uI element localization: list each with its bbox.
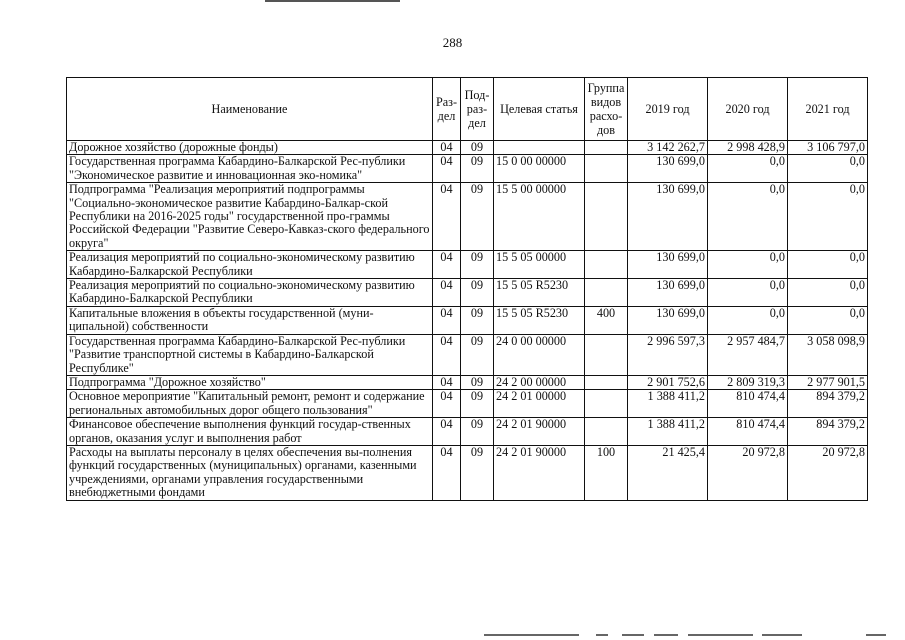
cell-section: 04 [433,183,461,251]
cell-subsection: 09 [461,155,494,183]
cell-group [585,251,628,279]
cell-group [585,334,628,375]
cell-group [585,183,628,251]
cell-name: Государственная программа Кабардино-Балкарской Рес-публики "Экономическое развитие и инновационная эко-номика" [67,155,433,183]
cell-group [585,155,628,183]
table-row [67,445,868,500]
table-row [67,306,868,334]
cell-section: 04 [433,155,461,183]
cell-2021: 0,0 [788,183,868,251]
cell-target: 15 5 05 R5230 [494,279,585,307]
cell-2019: 21 425,4 [628,445,708,500]
cell-target: 24 2 00 00000 [494,375,585,389]
cell-name: Дорожное хозяйство (дорожные фонды) [67,141,433,155]
cell-2020: 0,0 [708,306,788,334]
cell-target: 15 5 00 00000 [494,183,585,251]
cell-2020: 810 474,4 [708,390,788,418]
header-target: Целевая статья [494,78,585,141]
cell-subsection: 09 [461,334,494,375]
header-section-text: Раз- дел [435,95,458,123]
table-row [67,418,868,446]
cell-name: Реализация мероприятий по социально-экономическому развитию Кабардино-Балкарской Республики [67,251,433,279]
cell-2019: 130 699,0 [628,279,708,307]
cell-2021: 894 379,2 [788,418,868,446]
header-subsection-text: Под- раз- дел [464,88,490,130]
header-group: Группа видов расхо- дов [585,78,628,141]
cell-2019: 130 699,0 [628,306,708,334]
budget-table [66,77,868,501]
cell-target: 15 5 05 R5230 [494,306,585,334]
cell-target: 15 0 00 00000 [494,155,585,183]
cell-2019: 1 388 411,2 [628,390,708,418]
cell-2020: 2 957 484,7 [708,334,788,375]
table-row [67,390,868,418]
cell-2020: 0,0 [708,251,788,279]
cell-section: 04 [433,418,461,446]
cell-target: 15 5 05 00000 [494,251,585,279]
cell-target: 24 2 01 90000 [494,418,585,446]
cell-2020: 0,0 [708,279,788,307]
cell-section: 04 [433,251,461,279]
header-subsection [461,78,494,141]
cell-2019: 130 699,0 [628,251,708,279]
cell-section: 04 [433,390,461,418]
cell-group [585,418,628,446]
bottom-rules [0,634,905,640]
cell-name: Финансовое обеспечение выполнения функций государ-ственных органов, оказания услуг и выполнения работ [67,418,433,446]
cell-group [585,375,628,389]
table-row [67,334,868,375]
cell-name: Реализация мероприятий по социально-экономическому развитию Кабардино-Балкарской Республики [67,279,433,307]
cell-subsection: 09 [461,390,494,418]
cell-2020: 20 972,8 [708,445,788,500]
cell-2019: 1 388 411,2 [628,418,708,446]
cell-name: Государственная программа Кабардино-Балкарской Рес-публики "Развитие транспортной системы в Кабардино-Балкарской Республике" [67,334,433,375]
cell-section: 04 [433,445,461,500]
cell-subsection: 09 [461,445,494,500]
cell-subsection: 09 [461,418,494,446]
cell-group [585,279,628,307]
cell-2019: 2 996 597,3 [628,334,708,375]
cell-2019: 130 699,0 [628,183,708,251]
table-row [67,279,868,307]
table-body [67,141,868,501]
cell-subsection: 09 [461,306,494,334]
cell-group: 100 [585,445,628,500]
cell-2020: 2 809 319,3 [708,375,788,389]
cell-group [585,390,628,418]
cell-target: 24 2 01 00000 [494,390,585,418]
cell-name: Подпрограмма "Реализация мероприятий подпрограммы "Социально-экономическое развитие Кабардино-Балкар-ской Республики на 2016-2025 годы" государственной про-граммы Российской Федерации "Развитие Северо-Кавказ-ского федерального округа" [67,183,433,251]
cell-section: 04 [433,306,461,334]
cell-2021: 2 977 901,5 [788,375,868,389]
cell-2021: 3 106 797,0 [788,141,868,155]
cell-subsection: 09 [461,279,494,307]
cell-2021: 0,0 [788,306,868,334]
cell-2020: 2 998 428,9 [708,141,788,155]
cell-group: 400 [585,306,628,334]
cell-subsection: 09 [461,251,494,279]
cell-target [494,141,585,155]
cell-2021: 20 972,8 [788,445,868,500]
top-rule [265,0,400,2]
cell-2019: 3 142 262,7 [628,141,708,155]
table-row [67,141,868,155]
cell-name: Капитальные вложения в объекты государственной (муни-ципальной) собственности [67,306,433,334]
cell-2021: 3 058 098,9 [788,334,868,375]
cell-2019: 2 901 752,6 [628,375,708,389]
cell-2021: 0,0 [788,155,868,183]
cell-section: 04 [433,375,461,389]
cell-2021: 0,0 [788,279,868,307]
table-row [67,155,868,183]
header-row [67,78,868,141]
table-row [67,183,868,251]
cell-2020: 0,0 [708,183,788,251]
table-row [67,251,868,279]
cell-subsection: 09 [461,183,494,251]
cell-2019: 130 699,0 [628,155,708,183]
cell-section: 04 [433,141,461,155]
header-2020: 2020 год [708,78,788,141]
cell-2021: 894 379,2 [788,390,868,418]
cell-section: 04 [433,279,461,307]
cell-subsection: 09 [461,375,494,389]
header-name: Наименование [67,78,433,141]
cell-section: 04 [433,334,461,375]
cell-target: 24 0 00 00000 [494,334,585,375]
cell-2020: 0,0 [708,155,788,183]
cell-subsection: 09 [461,141,494,155]
table-row [67,375,868,389]
cell-group [585,141,628,155]
cell-2020: 810 474,4 [708,418,788,446]
cell-name: Подпрограмма "Дорожное хозяйство" [67,375,433,389]
cell-name: Расходы на выплаты персоналу в целях обеспечения вы-полнения функций государственных (муниципальных) органами, казенными учреждениями, органами управления государственными внебюджетными фондами [67,445,433,500]
header-2019: 2019 год [628,78,708,141]
cell-name: Основное мероприятие "Капитальный ремонт, ремонт и содержание региональных автомобильных дорог общего пользования" [67,390,433,418]
page-number: 288 [442,35,463,50]
cell-2021: 0,0 [788,251,868,279]
header-section [433,78,461,141]
header-2021: 2021 год [788,78,868,141]
cell-target: 24 2 01 90000 [494,445,585,500]
